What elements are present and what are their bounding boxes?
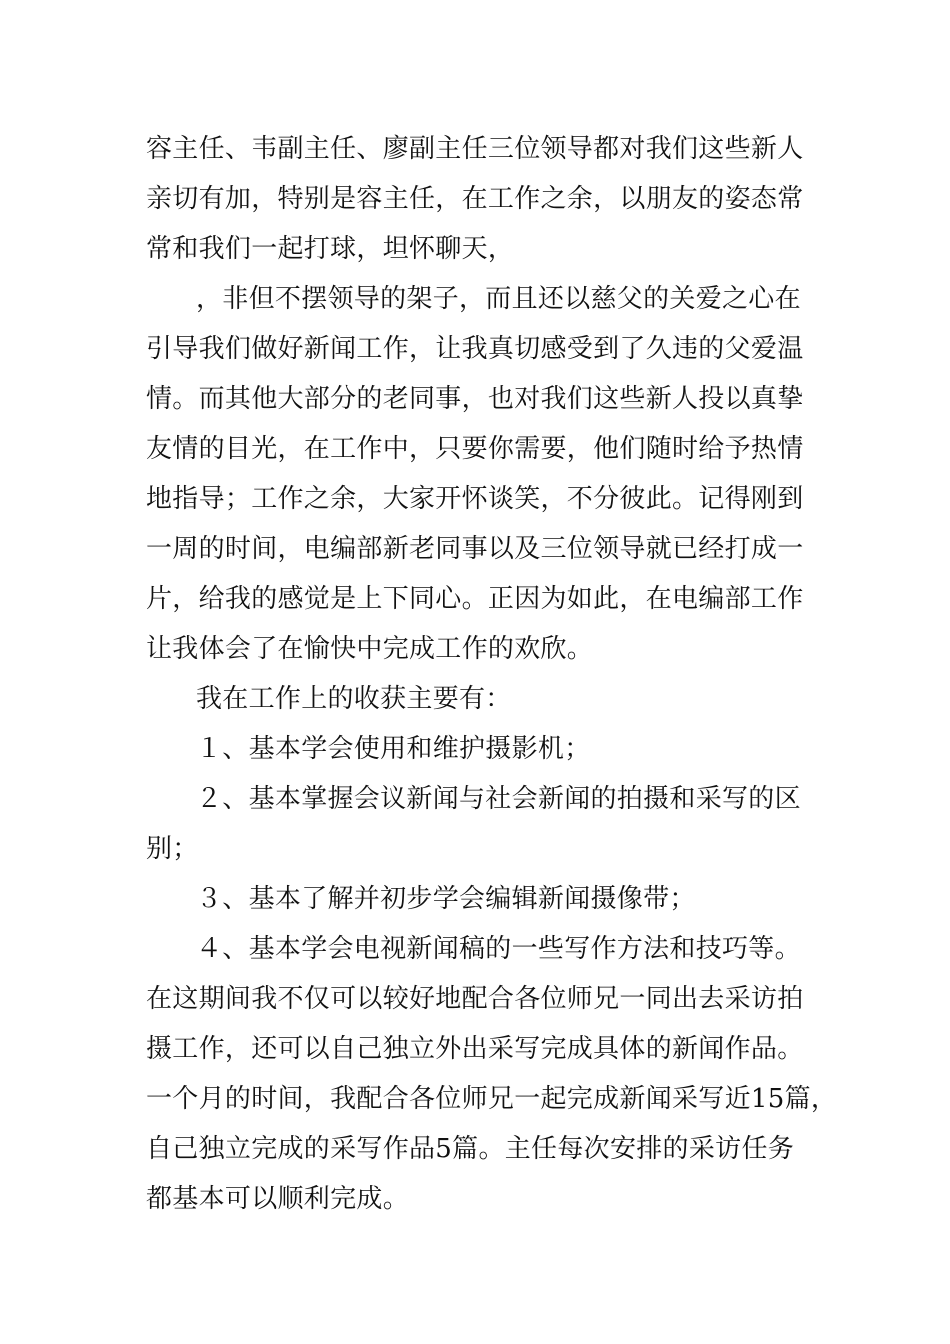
list-item: ４、基本学会电视新闻稿的一些写作方法和技巧等。: [196, 934, 801, 964]
list-item: ２、基本掌握会议新闻与社会新闻的拍摄和采写的区: [196, 784, 801, 814]
text-line: 我在工作上的收获主要有：: [196, 684, 512, 714]
text-line: 地指导；工作之余，大家开怀谈笑，不分彼此。记得刚到: [146, 484, 804, 514]
text-line: 一个月的时间，我配合各位师兄一起完成新闻采写近15篇，: [146, 1084, 838, 1114]
list-item: １、基本学会使用和维护摄影机；: [196, 734, 591, 764]
text-line: 亲切有加，特别是容主任，在工作之余，以朋友的姿态常: [146, 184, 804, 214]
text-line: 一周的时间，电编部新老同事以及三位领导就已经打成一: [146, 534, 804, 564]
text-line: 片，给我的感觉是上下同心。正因为如此，在电编部工作: [146, 584, 804, 614]
text-line: 友情的目光，在工作中，只要你需要，他们随时给予热情: [146, 434, 804, 464]
text-line: 引导我们做好新闻工作，让我真切感受到了久违的父爱温: [146, 334, 804, 364]
text-line: 常和我们一起打球，坦怀聊天，: [146, 234, 515, 264]
text-line: 让我体会了在愉快中完成工作的欢欣。: [146, 634, 594, 664]
text-line: 都基本可以顺利完成。: [146, 1184, 410, 1214]
text-line: 在这期间我不仅可以较好地配合各位师兄一同出去采访拍: [146, 984, 804, 1014]
text-line: 容主任、韦副主任、廖副主任三位领导都对我们这些新人: [146, 134, 804, 164]
list-item: ３、基本了解并初步学会编辑新闻摄像带；: [196, 884, 696, 914]
text-line: 情。而其他大部分的老同事，也对我们这些新人投以真挚: [146, 384, 804, 414]
text-line: 别；: [146, 834, 199, 864]
text-line: 摄工作，还可以自己独立外出采写完成具体的新闻作品。: [146, 1034, 804, 1064]
text-line: ，非但不摆领导的架子，而且还以慈父的关爱之心在: [196, 284, 801, 314]
text-line: 自己独立完成的采写作品5篇。主任每次安排的采访任务: [146, 1134, 795, 1164]
